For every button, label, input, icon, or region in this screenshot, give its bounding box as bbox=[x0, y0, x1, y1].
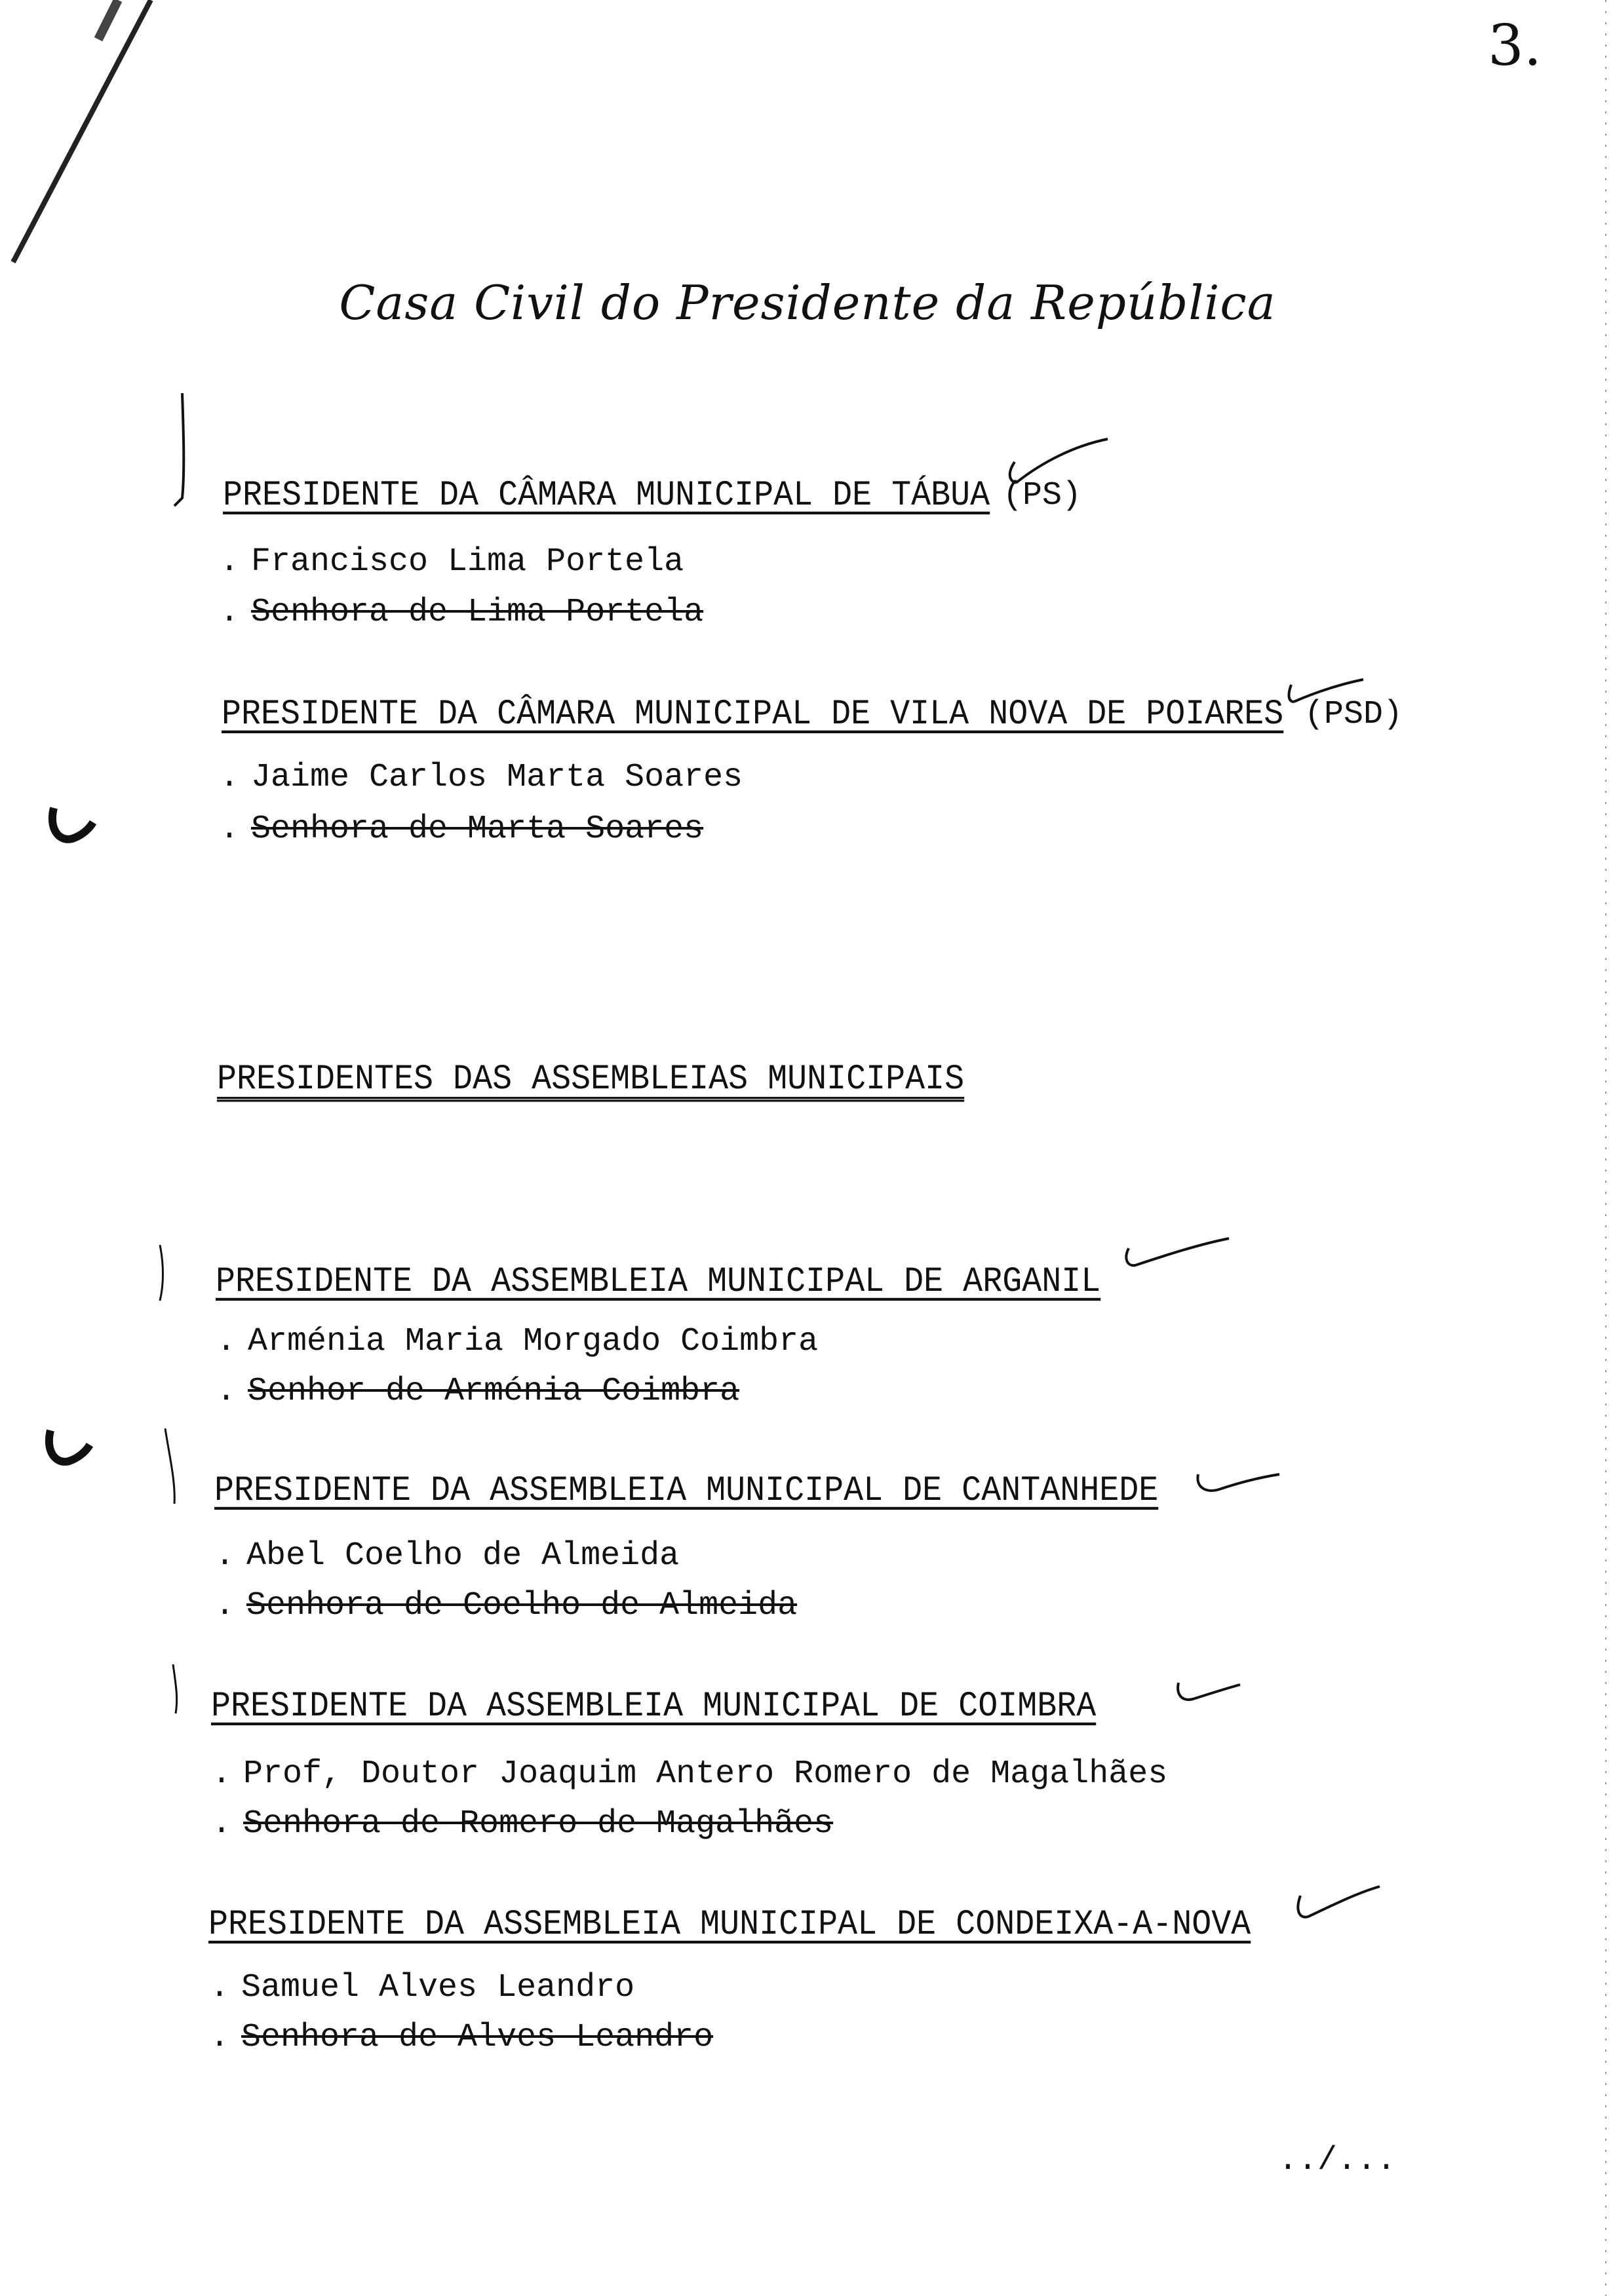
list-item: . Francisco Lima Portela bbox=[220, 543, 684, 581]
list-item: . Jaime Carlos Marta Soares bbox=[220, 759, 743, 796]
section-heading: PRESIDENTE DA ASSEMBLEIA MUNICIPAL DE COIMBRA bbox=[211, 1686, 1097, 1727]
section-heading: PRESIDENTE DA ASSEMBLEIA MUNICIPAL DE CONDEIXA-A-NOVA bbox=[208, 1904, 1251, 1945]
margin-tick-mark bbox=[46, 803, 98, 849]
page-number: 3. bbox=[1488, 13, 1542, 79]
margin-bracket-mark bbox=[170, 393, 190, 511]
margin-bracket-mark bbox=[156, 1245, 169, 1304]
letterhead: Casa Civil do Presidente da República bbox=[339, 275, 1276, 330]
list-item-struck: . Senhora de Marta Soares bbox=[220, 811, 704, 848]
party-label: (PSD) bbox=[1304, 696, 1403, 733]
list-item: . Abel Coelho de Almeida bbox=[215, 1537, 680, 1575]
section-heading: PRESIDENTE DA CÂMARA MUNICIPAL DE VILA NOVA DE POIARES bbox=[222, 694, 1284, 735]
list-item: . Samuel Alves Leandro bbox=[210, 1969, 635, 2006]
list-item-struck: . Senhora de Romero de Magalhães bbox=[212, 1805, 834, 1843]
list-item-struck: . Senhor de Arménia Coimbra bbox=[216, 1373, 740, 1410]
scan-corner-artifact bbox=[0, 0, 157, 275]
continuation-marker: ../... bbox=[1278, 2142, 1397, 2179]
check-mark-icon bbox=[996, 436, 1114, 495]
list-item-struck: . Senhora de Alves Leandro bbox=[210, 2019, 714, 2056]
section-heading: PRESIDENTE DA ASSEMBLEIA MUNICIPAL DE ARGANIL bbox=[216, 1261, 1101, 1303]
list-item-struck: . Senhora de Lima Portela bbox=[220, 594, 704, 631]
list-item-struck: . Senhora de Coelho de Almeida bbox=[215, 1587, 798, 1624]
section-heading: PRESIDENTE DA ASSEMBLEIA MUNICIPAL DE CANTANHEDE bbox=[214, 1470, 1159, 1512]
scan-edge-artifact bbox=[1599, 0, 1615, 2296]
list-item: . Arménia Maria Morgado Coimbra bbox=[216, 1323, 819, 1360]
check-mark-icon bbox=[1278, 678, 1370, 724]
check-mark-icon bbox=[1193, 1471, 1285, 1504]
margin-tick-mark bbox=[43, 1425, 95, 1471]
list-item: . Prof, Doutor Joaquim Antero Romero de Magalhães bbox=[212, 1755, 1168, 1793]
group-heading: PRESIDENTES DAS ASSEMBLEIAS MUNICIPAIS bbox=[217, 1059, 965, 1100]
party-label: (PS) bbox=[1003, 477, 1082, 514]
margin-bracket-mark bbox=[163, 1428, 182, 1507]
margin-bracket-mark bbox=[172, 1664, 185, 1717]
section-heading: PRESIDENTE DA CÂMARA MUNICIPAL DE TÁBUA bbox=[223, 475, 990, 516]
check-mark-icon bbox=[1291, 1884, 1383, 1930]
check-mark-icon bbox=[1173, 1681, 1245, 1710]
check-mark-icon bbox=[1121, 1235, 1232, 1281]
